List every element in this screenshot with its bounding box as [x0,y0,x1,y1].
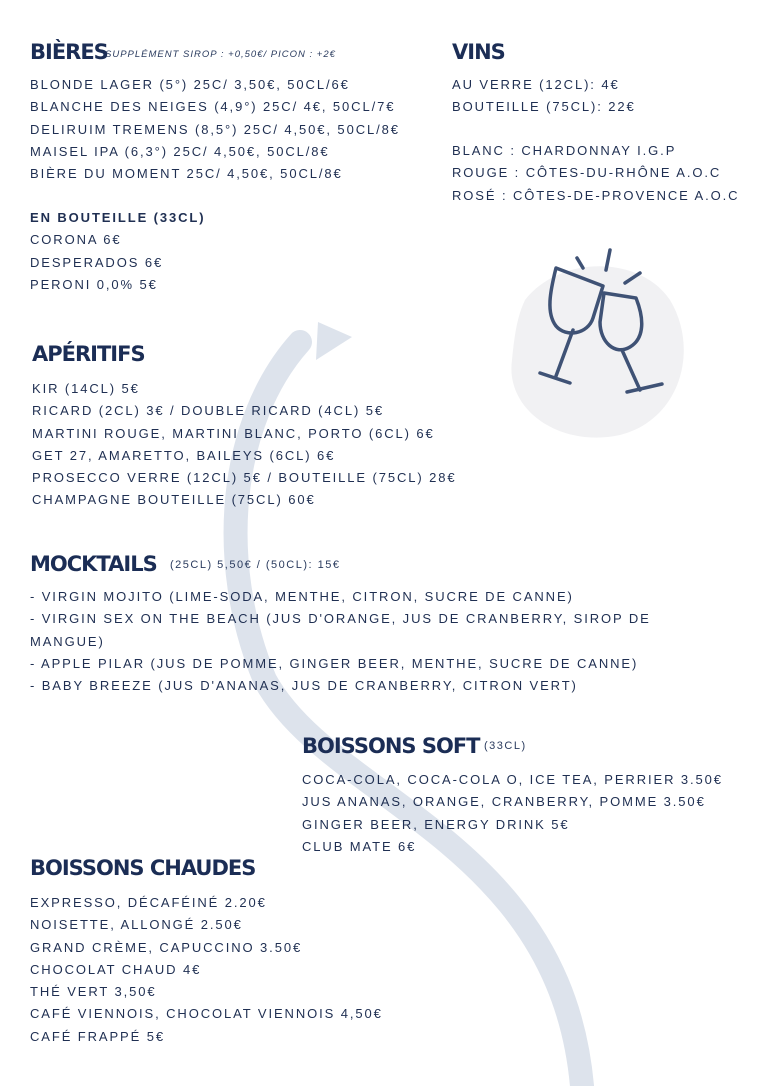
list-item: CORONA 6€ [30,232,122,248]
chaudes-list [30,892,383,1048]
decorative-arrow-head [316,322,352,360]
section-title-mocktails: MOCKTAILS [30,552,157,576]
list-item: RICARD (2CL) 3€ / DOUBLE RICARD (4CL) 5€ [32,403,384,419]
list-item: AU VERRE (12CL): 4€ [452,77,620,92]
list-item: JUS ANANAS, ORANGE, CRANBERRY, POMME 3.50€ [302,794,706,810]
list-item: - BABY BREEZE (JUS D'ANANAS, JUS DE CRANBERRY, CITRON VERT) [30,678,578,694]
list-item: GINGER BEER, ENERGY DRINK 5€ [302,816,570,832]
list-item: DELIRUIM TREMENS (8,5°) 25C/ 4,50€, 50CL/8€ [30,121,400,137]
list-item: KIR (14CL) 5€ [32,381,140,396]
bieres-bottle-list [30,207,206,296]
bieres-list [30,74,400,185]
section-title-soft: BOISSONS SOFT [302,734,480,758]
list-item: BIÈRE DU MOMENT 25C/ 4,50€, 50CL/8€ [30,166,343,182]
list-item: - APPLE PILAR (JUS DE POMME, GINGER BEER, MENTHE, SUCRE DE CANNE) [30,655,639,671]
list-item: CHOCOLAT CHAUD 4€ [30,961,202,977]
list-item: CAFÉ VIENNOIS, CHOCOLAT VIENNOIS 4,50€ [30,1006,383,1022]
list-item: EXPRESSO, DÉCAFÉINÉ 2.20€ [30,895,267,910]
list-item: PERONI 0,0% 5€ [30,276,158,292]
vins-types-list [452,140,739,207]
vins-list [452,74,636,119]
section-title-aperitifs: APÉRITIFS [32,342,145,366]
list-item: BLANCHE DES NEIGES (4,9°) 25C/ 4€, 50CL/7€ [30,99,396,115]
list-item: GET 27, AMARETTO, BAILEYS (6CL) 6€ [32,447,336,463]
list-item: BLANC : CHARDONNAY I.G.P [452,143,677,158]
list-item: COCA-COLA, COCA-COLA O, ICE TEA, PERRIER 3.50€ [302,772,723,787]
mocktails-price-note: (25CL) 5,50€ / (50CL): 15€ [170,559,341,571]
aperitifs-list [32,378,457,512]
soft-size-note: (33CL) [484,740,527,752]
soft-list [302,769,723,858]
list-item: - VIRGIN SEX ON THE BEACH (JUS D'ORANGE, JUS DE CRANBERRY, SIROP DE MANGUE) [30,611,651,649]
section-title-bieres: BIÈRES [30,40,108,64]
section-title-vins: VINS [452,40,505,64]
list-item: CHAMPAGNE BOUTEILLE (75CL) 60€ [32,492,316,508]
list-item: CLUB MATE 6€ [302,838,417,854]
bieres-supplement-note: SUPPLÉMENT SIROP : +0,50€/ PICON : +2€ [105,49,336,60]
list-item: MARTINI ROUGE, MARTINI BLANC, PORTO (6CL) 6€ [32,425,435,441]
list-item: - VIRGIN MOJITO (LIME-SODA, MENTHE, CITRON, SUCRE DE CANNE) [30,589,574,604]
list-item: ROUGE : CÔTES-DU-RHÔNE A.O.C [452,165,722,181]
list-item: MAISEL IPA (6,3°) 25C/ 4,50€, 50CL/8€ [30,143,330,159]
section-title-chaudes: BOISSONS CHAUDES [30,856,256,880]
mocktails-list [30,586,720,697]
list-item: CAFÉ FRAPPÉ 5€ [30,1028,165,1044]
list-item: BLONDE LAGER (5°) 25C/ 3,50€, 50CL/6€ [30,77,350,92]
list-item: ROSÉ : CÔTES-DE-PROVENCE A.O.C [452,187,740,203]
list-item: BOUTEILLE (75CL): 22€ [452,99,636,115]
list-item: PROSECCO VERRE (12CL) 5€ / BOUTEILLE (75CL) 28€ [32,470,457,486]
list-item: DESPERADOS 6€ [30,254,164,270]
list-item: THÉ VERT 3,50€ [30,984,157,1000]
list-item: NOISETTE, ALLONGÉ 2.50€ [30,917,243,933]
list-item: GRAND CRÈME, CAPUCCINO 3.50€ [30,939,303,955]
wine-blob-background [511,266,683,437]
bottle-subtitle: EN BOUTEILLE (33CL) [30,210,206,225]
